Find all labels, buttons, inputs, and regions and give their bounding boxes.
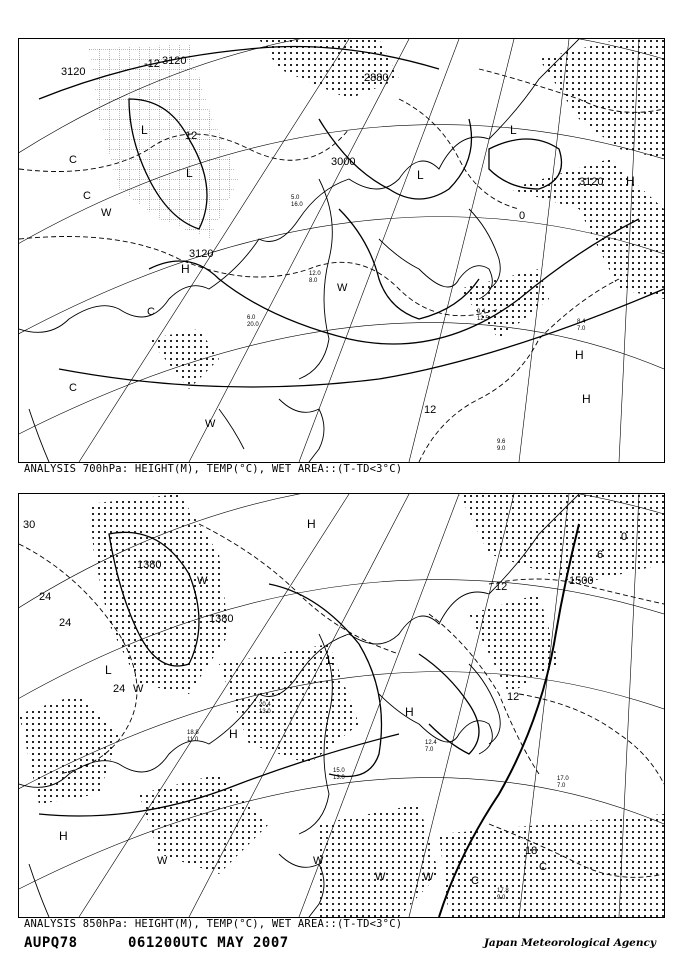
isotherm-label: 0 <box>519 210 526 222</box>
isotherm-label: 30 <box>23 519 36 531</box>
low-center: L <box>186 166 193 180</box>
svg-text:13.0: 13.0 <box>333 775 345 781</box>
isotherm-label: 12 <box>185 130 198 142</box>
isotherm-label: 6 <box>597 549 604 561</box>
svg-text:11.0: 11.0 <box>187 737 199 743</box>
height-label: 3120 <box>579 176 604 188</box>
low-center: L <box>417 168 424 182</box>
svg-text:20.0: 20.0 <box>247 322 259 328</box>
svg-text:18.8: 18.8 <box>187 730 199 736</box>
isotherm-label: 12 <box>507 691 520 703</box>
height-label: 2880 <box>364 72 389 84</box>
station-plot <box>497 439 506 452</box>
height-label: 3000 <box>331 156 356 168</box>
svg-text:6.0: 6.0 <box>247 315 256 321</box>
high-center: H <box>575 348 584 362</box>
warm-center: W <box>157 855 168 867</box>
cold-center: C <box>471 875 479 887</box>
high-center: H <box>229 727 238 741</box>
station-plot <box>425 740 437 753</box>
svg-text:12.5: 12.5 <box>477 316 489 322</box>
svg-text:9.0: 9.0 <box>497 895 506 901</box>
isotherm-label: 24 <box>59 617 72 629</box>
svg-text:15.0: 15.0 <box>333 768 345 774</box>
station-plot <box>557 776 569 789</box>
height-label: 3120 <box>61 66 86 78</box>
station-plot <box>247 315 259 328</box>
map-panel-700hpa <box>18 38 665 463</box>
wet-area-grid <box>89 44 239 239</box>
warm-center: W <box>133 683 144 695</box>
isotherm-label: 18 <box>525 845 538 857</box>
warm-center: W <box>375 871 386 883</box>
isotherm-label: 24 <box>39 591 52 603</box>
high-center: H <box>582 392 591 406</box>
station-plot <box>309 271 321 284</box>
height-label: 1380 <box>209 613 234 625</box>
svg-text:16.0: 16.0 <box>291 202 303 208</box>
svg-text:7.0: 7.0 <box>425 747 434 753</box>
wet-area-stipple <box>19 494 664 917</box>
station-plot <box>291 195 303 208</box>
svg-text:12.4: 12.4 <box>425 740 437 746</box>
isotherm-label: -12 <box>144 58 160 70</box>
station-plot <box>577 319 586 332</box>
low-center: L <box>510 123 517 137</box>
svg-text:7.0: 7.0 <box>577 326 586 332</box>
agency-credit: Japan Meteorological Agency <box>483 937 656 949</box>
map-700hpa-chart <box>19 39 664 462</box>
height-label: 1380 <box>137 559 162 571</box>
svg-text:20.4: 20.4 <box>259 702 271 708</box>
map-850hpa-chart <box>19 494 664 917</box>
svg-text:9.4: 9.4 <box>477 309 486 315</box>
warm-center: W <box>101 207 112 219</box>
station-plot <box>187 730 199 743</box>
svg-text:17.0: 17.0 <box>557 776 569 782</box>
cold-center: C <box>147 306 155 318</box>
svg-text:8.0: 8.0 <box>309 278 318 284</box>
svg-text:9.0: 9.0 <box>497 446 506 452</box>
cold-center: C <box>539 861 547 873</box>
warm-center: W <box>205 418 216 430</box>
high-center: H <box>405 705 414 719</box>
station-plot <box>333 768 345 781</box>
svg-text:7.0: 7.0 <box>557 783 566 789</box>
caption-700hpa: ANALYSIS 700hPa: HEIGHT(M), TEMP(°C), WET AREA::(T-TD<3°C) <box>24 463 403 475</box>
chart-code: AUPQ78 <box>24 935 78 951</box>
cold-center: C <box>69 382 77 394</box>
high-center: H <box>626 174 635 188</box>
warm-center: W <box>197 575 208 587</box>
valid-time: 061200UTC MAY 2007 <box>128 935 289 951</box>
svg-text:5.0: 5.0 <box>291 195 300 201</box>
cold-center: C <box>69 154 77 166</box>
low-center: L <box>141 123 148 137</box>
low-center: L <box>105 663 112 677</box>
high-center: H <box>59 829 68 843</box>
height-label: 3120 <box>189 248 214 260</box>
svg-text:12.0: 12.0 <box>309 271 321 277</box>
low-center: L <box>327 653 334 667</box>
isotherm-label: 24 <box>113 683 126 695</box>
map-panel-850hpa <box>18 493 665 918</box>
high-center: H <box>181 262 190 276</box>
warm-center: W <box>313 855 324 867</box>
isotherm-label: 12 <box>424 404 437 416</box>
svg-text:9.6: 9.6 <box>497 439 506 445</box>
cold-center: C <box>83 190 91 202</box>
height-label: 1500 <box>569 575 594 587</box>
svg-text:17.8: 17.8 <box>497 888 509 894</box>
high-center: H <box>307 517 316 531</box>
isotherm-label: 0 <box>621 531 628 543</box>
svg-text:13.0: 13.0 <box>259 709 271 715</box>
wet-area-stipple <box>149 39 664 389</box>
warm-center: W <box>423 871 434 883</box>
caption-850hpa: ANALYSIS 850hPa: HEIGHT(M), TEMP(°C), WET AREA::(T-TD<3°C) <box>24 918 403 930</box>
height-label: 3120 <box>162 55 187 67</box>
svg-text:8.4: 8.4 <box>577 319 586 325</box>
station-plot <box>259 702 271 715</box>
warm-center: W <box>337 282 348 294</box>
isotherm-label: 12 <box>495 581 508 593</box>
